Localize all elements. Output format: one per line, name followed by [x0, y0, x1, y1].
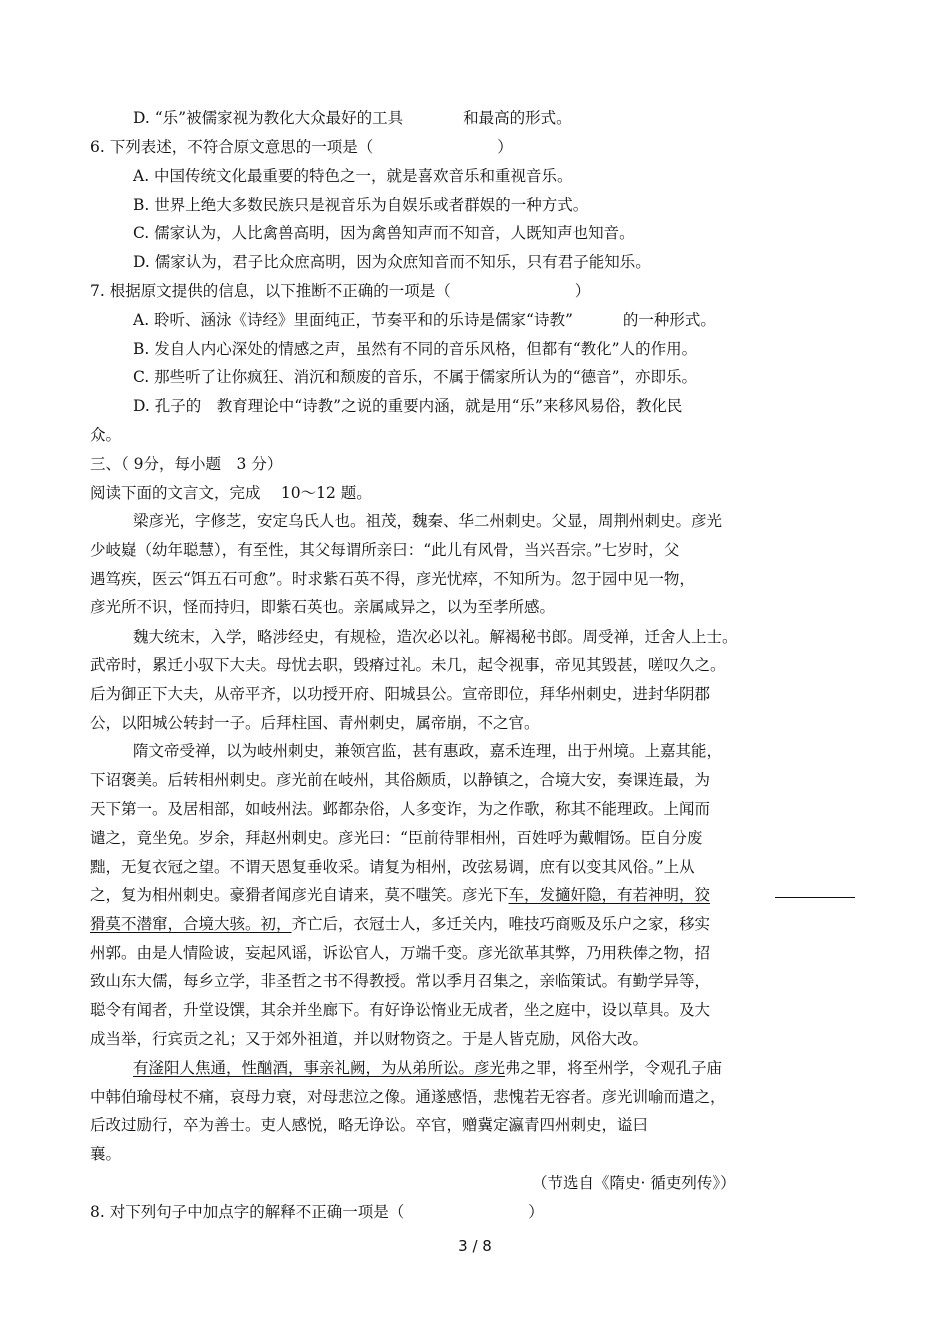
q7-option-c: C. 那些听了让你疯狂、消沉和颓废的音乐，不属于儒家所认为的“德音”，亦即乐。	[133, 368, 698, 386]
passage-p3-line: 谴之，竟坐免。岁余，拜赵州刺史。彦光曰：“臣前待罪相州，百姓呼为戴帽饧。臣自分废	[90, 829, 703, 847]
passage-p1-line: 少岐嶷（幼年聪慧），有至性，其父每谓所亲曰：“此儿有风骨，当兴吾宗。”七岁时，父	[90, 541, 680, 559]
page-number: 3 / 8	[458, 1237, 492, 1255]
passage-source: （节选自《隋史· 循吏列传》）	[532, 1174, 736, 1192]
q5-option-d-tail: 和最高的形式。	[463, 109, 572, 127]
q6-option-b: B. 世界上绝大多数民族只是视音乐为自娱乐或者群娱的一种方式。	[133, 196, 589, 214]
passage-p4-line: 襄。	[90, 1145, 122, 1163]
passage-underlined-sentence: 猾莫不潜窜，合境大骇。初，	[90, 915, 292, 933]
passage-underlined-sentence: 车，发擿奸隐，有若神明，狡	[508, 886, 711, 904]
passage-p4-line: 中韩伯瑜母杖不痛，哀母力衰，对母悲泣之像。通遂感悟，悲愧若无容者。彦光训喻而遣之，	[90, 1088, 726, 1106]
section-3-heading: 三、（ 9分，每小题 3 分）	[90, 455, 283, 473]
passage-p2-line: 魏大统末，入学，略涉经史，有规检，造次必以礼。解褐秘书郎。周受禅，迁舍人上士。	[133, 628, 738, 646]
q5-option-d	[133, 108, 572, 128]
passage-underlined-sentence: 有滏阳人焦通，性酗酒，事亲礼阙，为从弟所讼。彦光	[133, 1059, 506, 1077]
q7-option-a-tail: 的一种形式。	[622, 311, 716, 329]
passage-p2-line: 公，以阳城公转封一子。后拜柱国、青州刺史，属帝崩，不之官。	[90, 714, 540, 732]
passage-p3-line: 致山东大儒，每乡立学，非圣哲之书不得教授。常以季月召集之，亲临策试。有勤学异等，	[90, 972, 711, 990]
passage-p3-line: 州郭。由是人情险诐，妄起风谣，诉讼官人，万端千变。彦光欲革其弊，乃用秩俸之物，招	[90, 944, 711, 962]
passage-p3-line7-plain: 齐亡后，衣冠士人，多迁关内，唯技巧商贩及乐户之家，移实	[291, 915, 711, 933]
passage-p3-line: 成当举，行宾贡之礼；又于郊外祖道，并以财物资之。于是人皆克励，风俗大改。	[90, 1030, 649, 1048]
q7-option-a-text: A. 聆听、涵泳《诗经》里面纯正，节奏平和的乐诗是儒家“诗教”	[133, 311, 573, 329]
passage-p3-line: 聪令有闻者，升堂设馔，其余并坐廊下。有好诤讼惰业无成者，坐之庭中，设以草具。及大	[90, 1001, 711, 1019]
passage-p3-line6-plain: 之，复为相州刺史。豪猾者闻彦光自请来，莫不嗤笑。彦光下	[90, 886, 509, 904]
passage-p1-line: 遇笃疾，医云“饵五石可愈”。时求紫石英不得，彦光忧瘁，不知所为。忽于园中见一物，	[90, 570, 695, 588]
q5-option-d-text: D. “乐”被儒家视为教化大众最好的工具	[133, 109, 404, 127]
q6-option-c: C. 儒家认为，人比禽兽高明，因为禽兽知声而不知音，人既知声也知音。	[133, 224, 635, 242]
passage-p1-line: 梁彦光，字修芝，安定乌氏人也。祖茂，魏秦、华二州刺史。父显，周荆州刺史。彦光	[133, 512, 723, 530]
q7-option-b: B. 发自人内心深处的情感之声，虽然有不同的音乐风格，但都有“教化”人的作用。	[133, 340, 698, 358]
q8-stem: 8. 对下列句子中加点字的解释不正确一项是（ ）	[90, 1203, 544, 1221]
q6-option-d: D. 儒家认为，君子比众庶高明，因为众庶知音而不知乐，只有君子能知乐。	[133, 253, 651, 271]
q6-stem: 6. 下列表述，不符合原文意思的一项是（ ）	[90, 138, 513, 156]
passage-p3-line-underlined	[90, 914, 710, 934]
passage-p2-line: 武帝时，累迁小驭下大夫。母忧去职，毁瘠过礼。未几，起令视事，帝见其毁甚，嗟叹久之。	[90, 656, 726, 674]
passage-p1-line: 彦光所不识，怪而持归，即紫石英也。亲属咸异之，以为至孝所感。	[90, 598, 556, 616]
passage-p4-line: 后改过励行，卒为善士。吏人感悦，略无诤讼。卒官，赠冀定瀛青四州刺史，谥曰	[90, 1116, 649, 1134]
q6-option-a: A. 中国传统文化最重要的特色之一，就是喜欢音乐和重视音乐。	[133, 167, 573, 185]
q7-option-d: D. 孔子的 教育理论中“诗教”之说的重要内涵，就是用“乐”来移风易俗，教化民	[133, 397, 683, 415]
passage-p3-line: 天下第一。及居相部，如岐州法。邺都杂俗，人多变诈，为之作歌，称其不能理政。上闻而	[90, 800, 711, 818]
q7-option-a	[133, 310, 716, 330]
passage-p4-line-underlined	[133, 1058, 722, 1078]
passage-p2-line: 后为御正下大夫，从帝平齐，以功授开府、阳城县公。宣帝即位，拜华州刺史，进封华阴郡	[90, 685, 711, 703]
passage-p4-line1-plain: 弗之罪，将至州学，令观孔子庙	[505, 1059, 723, 1077]
section-3-instruction: 阅读下面的文言文，完成 10～12 题。	[90, 484, 372, 502]
q7-stem: 7. 根据原文提供的信息，以下推断不正确的一项是（ ）	[90, 282, 591, 300]
passage-p3-line-underlined	[90, 885, 710, 905]
underline-rule	[775, 897, 855, 898]
passage-p3-line: 黜，无复衣冠之望。不谓天恩复垂收采。请复为相州，改弦易调，庶有以变其风俗。”上从	[90, 858, 695, 876]
passage-p3-line: 隋文帝受禅，以为岐州刺史，兼领宫监，甚有惠政，嘉禾连理，出于州境。上嘉其能，	[133, 742, 723, 760]
q7-option-d-continued: 众。	[90, 426, 122, 444]
passage-p3-line: 下诏褒美。后转相州刺史。彦光前在岐州，其俗颇质，以静镇之，合境大安，奏课连最，为	[90, 771, 711, 789]
